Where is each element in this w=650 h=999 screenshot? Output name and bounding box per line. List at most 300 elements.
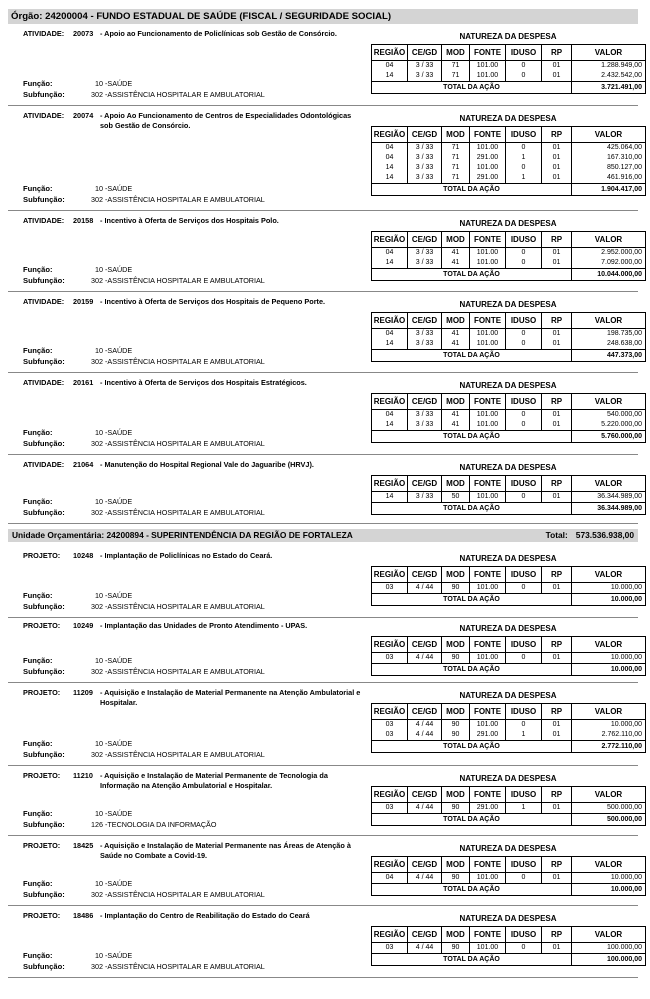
funcao-row [23, 738, 265, 749]
column-header: RP [542, 637, 572, 653]
subfuncao-dash: - [105, 750, 108, 759]
table-cell: 0 [506, 163, 542, 173]
column-header: FONTE [470, 637, 506, 653]
subfuncao-row [23, 89, 265, 100]
column-header: REGIÃO [372, 232, 408, 248]
subfuncao-name: ASSISTÊNCIA HOSPITALAR E AMBULATORIAL [107, 439, 265, 448]
funcao-name: SAÚDE [107, 497, 133, 506]
total-value: 1.904.417,00 [572, 184, 646, 196]
funcao-code: 10 [95, 809, 103, 818]
column-header: REGIÃO [372, 857, 408, 873]
table-cell: 4 / 44 [408, 943, 442, 954]
action-heading [23, 621, 373, 631]
total-label: TOTAL DA AÇÃO [372, 594, 572, 606]
table-cell: 04 [372, 248, 408, 259]
column-header: FONTE [470, 787, 506, 803]
total-row [372, 664, 646, 676]
action-kind: ATIVIDADE: [23, 111, 65, 120]
table-cell: 71 [442, 163, 470, 173]
action-kind: PROJETO: [23, 911, 61, 920]
table-header-row [372, 127, 646, 143]
table-cell: 03 [372, 583, 408, 594]
column-header: RP [542, 927, 572, 943]
table-cell: 101.00 [470, 873, 506, 884]
table-cell: 500.000,00 [572, 803, 646, 814]
table-cell: 50 [442, 492, 470, 503]
expense-table [371, 703, 646, 753]
column-header: CE/GD [408, 927, 442, 943]
action-kind: PROJETO: [23, 688, 61, 697]
column-header: VALOR [572, 394, 646, 410]
table-cell: 1 [506, 730, 542, 741]
subfuncao-dash: - [105, 667, 108, 676]
column-header: VALOR [572, 45, 646, 61]
expense-table [371, 312, 646, 362]
action-description: - Apoio Ao Funcionamento de Centros de Especialidades Odontológicas sob Gestão de Consórcio. [100, 111, 352, 130]
natureza-title: NATUREZA DA DESPESA [459, 554, 557, 563]
column-header: MOD [442, 567, 470, 583]
table-cell: 3 / 33 [408, 71, 442, 82]
funcao-value [83, 264, 132, 275]
table-cell: 10.000,00 [572, 653, 646, 664]
column-header: REGIÃO [372, 45, 408, 61]
expense-table [371, 475, 646, 515]
action-description: - Aquisição e Instalação de Material Permanente de Tecnologia da Informação na Atenção Ambulatorial e Hospitalar. [100, 771, 328, 790]
column-header: MOD [442, 704, 470, 720]
funcao-name: SAÚDE [107, 79, 133, 88]
action-title [23, 551, 373, 561]
table-cell: 101.00 [470, 258, 506, 269]
table-row [372, 943, 646, 954]
funcao-subfuncao [23, 183, 265, 205]
orgao-header: Órgão: 24200004 - FUNDO ESTADUAL DE SAÚDE (FISCAL / SEGURIDADE SOCIAL) [8, 9, 638, 24]
funcao-label: Função: [23, 739, 53, 748]
table-cell: 04 [372, 61, 408, 72]
column-header: VALOR [572, 567, 646, 583]
table-row [372, 410, 646, 421]
column-header: RP [542, 232, 572, 248]
table-cell: 0 [506, 143, 542, 154]
column-header: VALOR [572, 927, 646, 943]
expense-table [371, 566, 646, 606]
subfuncao-dash: - [105, 357, 108, 366]
unidade-total-label [546, 530, 568, 540]
subfuncao-code: 302 [91, 195, 103, 204]
funcao-dash: - [105, 951, 108, 960]
table-header-row [372, 232, 646, 248]
action-kind: PROJETO: [23, 841, 61, 850]
action-description: - Implantação das Unidades de Pronto Atendimento - UPAS. [100, 621, 308, 630]
table-cell: 14 [372, 173, 408, 184]
table-cell: 0 [506, 410, 542, 421]
funcao-code: 10 [95, 879, 103, 888]
subfuncao-value [83, 275, 265, 286]
column-header: RP [542, 476, 572, 492]
table-cell: 248.638,00 [572, 339, 646, 350]
column-header: MOD [442, 232, 470, 248]
funcao-label: Função: [23, 591, 53, 600]
table-cell: 41 [442, 329, 470, 340]
natureza-despesa-table [371, 461, 645, 515]
action-code: 18486 [73, 911, 94, 920]
budget-action-block [8, 911, 642, 978]
table-row [372, 258, 646, 269]
table-row [372, 653, 646, 664]
subfuncao-row [23, 438, 265, 449]
table-cell: 101.00 [470, 583, 506, 594]
subfuncao-row [23, 356, 265, 367]
table-cell: 540.000,00 [572, 410, 646, 421]
table-cell: 04 [372, 873, 408, 884]
table-cell: 01 [542, 803, 572, 814]
action-code: 21064 [73, 460, 94, 469]
action-heading [23, 111, 373, 131]
total-value: 447.373,00 [572, 350, 646, 362]
table-cell: 100.000,00 [572, 943, 646, 954]
table-cell: 01 [542, 492, 572, 503]
budget-action-block [8, 216, 642, 292]
total-value: 10.000,00 [572, 664, 646, 676]
table-row [372, 143, 646, 154]
table-header-row [372, 927, 646, 943]
action-heading [23, 688, 373, 708]
column-header: MOD [442, 857, 470, 873]
funcao-subfuncao [23, 878, 265, 900]
total-value: 5.760.000,00 [572, 431, 646, 443]
table-cell: 01 [542, 720, 572, 731]
table-cell: 71 [442, 143, 470, 154]
table-cell: 1 [506, 173, 542, 184]
table-cell: 0 [506, 258, 542, 269]
table-cell: 01 [542, 71, 572, 82]
funcao-row [23, 264, 265, 275]
action-code: 20161 [73, 378, 94, 387]
funcao-row [23, 345, 265, 356]
table-cell: 4 / 44 [408, 583, 442, 594]
funcao-dash: - [105, 591, 108, 600]
subfuncao-value [83, 666, 265, 677]
funcao-row [23, 78, 265, 89]
funcao-value [83, 496, 132, 507]
subfuncao-name: ASSISTÊNCIA HOSPITALAR E AMBULATORIAL [107, 357, 265, 366]
subfuncao-value [83, 356, 265, 367]
action-description: - Aquisição e Instalação de Material Permanente nas Áreas de Atenção à Saúde no Combate a Covid-19. [100, 841, 351, 860]
total-row [372, 350, 646, 362]
subfuncao-label: Subfunção: [23, 276, 65, 285]
funcao-code: 10 [95, 346, 103, 355]
table-cell: 425.064,00 [572, 143, 646, 154]
action-description: - Implantação de Policlínicas no Estado do Ceará. [100, 551, 273, 560]
table-cell: 101.00 [470, 61, 506, 72]
budget-action-block [8, 771, 642, 836]
subfuncao-label: Subfunção: [23, 508, 65, 517]
subfuncao-value [83, 601, 265, 612]
budget-action-block [8, 29, 642, 106]
subfuncao-code: 302 [91, 90, 103, 99]
funcao-name: SAÚDE [107, 346, 133, 355]
funcao-dash: - [105, 184, 108, 193]
funcao-code: 10 [95, 184, 103, 193]
table-cell: 71 [442, 61, 470, 72]
table-row [372, 583, 646, 594]
subfuncao-code: 302 [91, 439, 103, 448]
total-row [372, 269, 646, 281]
column-header: FONTE [470, 127, 506, 143]
natureza-title: NATUREZA DA DESPESA [459, 691, 557, 700]
table-header-row [372, 45, 646, 61]
table-cell: 3 / 33 [408, 173, 442, 184]
subfuncao-value [83, 89, 265, 100]
table-cell: 0 [506, 248, 542, 259]
budget-action-block [8, 841, 642, 906]
action-title [23, 216, 373, 226]
budget-action-block [8, 111, 642, 211]
column-header: IDUSO [506, 704, 542, 720]
total-label: TOTAL DA AÇÃO [372, 814, 572, 826]
table-cell: 4 / 44 [408, 803, 442, 814]
total-row [372, 594, 646, 606]
action-title [23, 911, 373, 921]
table-cell: 3 / 33 [408, 61, 442, 72]
table-row [372, 720, 646, 731]
total-value: 10.044.000,00 [572, 269, 646, 281]
natureza-despesa-table [371, 217, 645, 281]
table-cell: 0 [506, 943, 542, 954]
table-header-row [372, 394, 646, 410]
subfuncao-name: ASSISTÊNCIA HOSPITALAR E AMBULATORIAL [107, 195, 265, 204]
funcao-name: SAÚDE [107, 951, 133, 960]
action-title [23, 29, 373, 39]
action-description: - Apoio ao Funcionamento de Policlínicas sob Gestão de Consórcio. [100, 29, 337, 38]
action-kind: ATIVIDADE: [23, 216, 65, 225]
column-header: MOD [442, 394, 470, 410]
table-cell: 14 [372, 339, 408, 350]
column-header: IDUSO [506, 394, 542, 410]
column-header: REGIÃO [372, 637, 408, 653]
table-cell: 90 [442, 803, 470, 814]
table-cell: 1 [506, 153, 542, 163]
table-cell: 03 [372, 803, 408, 814]
total-label: TOTAL DA AÇÃO [372, 269, 572, 281]
column-header: VALOR [572, 787, 646, 803]
funcao-subfuncao [23, 590, 265, 612]
table-cell: 01 [542, 153, 572, 163]
column-header: IDUSO [506, 637, 542, 653]
table-cell: 01 [542, 943, 572, 954]
table-cell: 01 [542, 339, 572, 350]
action-code: 11210 [73, 771, 93, 780]
table-cell: 4 / 44 [408, 873, 442, 884]
column-header: FONTE [470, 45, 506, 61]
funcao-dash: - [105, 656, 108, 665]
expense-table [371, 786, 646, 826]
column-header: CE/GD [408, 567, 442, 583]
subfuncao-dash: - [105, 508, 108, 517]
budget-action-block [8, 551, 642, 618]
column-header: RP [542, 787, 572, 803]
total-value: 10.000,00 [572, 884, 646, 896]
expense-table [371, 393, 646, 443]
total-row [372, 503, 646, 515]
subfuncao-code: 302 [91, 750, 103, 759]
table-cell: 198.735,00 [572, 329, 646, 340]
funcao-subfuncao [23, 427, 265, 449]
budget-action-block [8, 297, 642, 373]
table-cell: 167.310,00 [572, 153, 646, 163]
total-label: TOTAL DA AÇÃO [372, 664, 572, 676]
funcao-value [83, 78, 132, 89]
table-cell: 101.00 [470, 329, 506, 340]
natureza-despesa-table [371, 842, 645, 896]
natureza-despesa-table [371, 772, 645, 826]
action-description: - Aquisição e Instalação de Material Permanente na Atenção Ambulatorial e Hospitalar. [100, 688, 361, 707]
table-cell: 3 / 33 [408, 339, 442, 350]
natureza-title: NATUREZA DA DESPESA [459, 624, 557, 633]
table-cell: 3 / 33 [408, 248, 442, 259]
table-cell: 10.000,00 [572, 873, 646, 884]
funcao-subfuncao [23, 78, 265, 100]
table-cell: 101.00 [470, 71, 506, 82]
table-cell: 101.00 [470, 720, 506, 731]
table-cell: 01 [542, 248, 572, 259]
total-label: TOTAL DA AÇÃO [372, 954, 572, 966]
subfuncao-name: ASSISTÊNCIA HOSPITALAR E AMBULATORIAL [107, 750, 265, 759]
subfuncao-row [23, 194, 265, 205]
subfuncao-label: Subfunção: [23, 602, 65, 611]
column-header: MOD [442, 127, 470, 143]
natureza-title: NATUREZA DA DESPESA [459, 300, 557, 309]
column-header: IDUSO [506, 127, 542, 143]
table-cell: 90 [442, 730, 470, 741]
column-header: CE/GD [408, 476, 442, 492]
funcao-dash: - [105, 497, 108, 506]
subfuncao-dash: - [105, 820, 108, 829]
subfuncao-value [83, 194, 265, 205]
table-cell: 101.00 [470, 410, 506, 421]
table-cell: 03 [372, 653, 408, 664]
action-heading [23, 551, 373, 561]
funcao-row [23, 950, 265, 961]
table-header-row [372, 637, 646, 653]
subfuncao-name: ASSISTÊNCIA HOSPITALAR E AMBULATORIAL [107, 602, 265, 611]
column-header: CE/GD [408, 313, 442, 329]
total-value: 100.000,00 [572, 954, 646, 966]
funcao-label: Função: [23, 428, 53, 437]
action-heading [23, 460, 373, 470]
table-cell: 41 [442, 339, 470, 350]
table-cell: 71 [442, 71, 470, 82]
action-title [23, 460, 373, 470]
column-header: REGIÃO [372, 394, 408, 410]
table-cell: 71 [442, 153, 470, 163]
funcao-label: Função: [23, 879, 53, 888]
column-header: REGIÃO [372, 476, 408, 492]
column-header: REGIÃO [372, 127, 408, 143]
table-cell: 2.952.000,00 [572, 248, 646, 259]
funcao-label: Função: [23, 346, 53, 355]
funcao-row [23, 808, 216, 819]
funcao-row [23, 496, 265, 507]
table-header-row [372, 787, 646, 803]
table-cell: 90 [442, 943, 470, 954]
column-header: RP [542, 394, 572, 410]
subfuncao-dash: - [105, 195, 108, 204]
table-cell: 41 [442, 258, 470, 269]
subfuncao-dash: - [105, 276, 108, 285]
natureza-despesa-table [371, 30, 645, 94]
expense-table [371, 126, 646, 196]
table-cell: 0 [506, 61, 542, 72]
table-cell: 36.344.989,00 [572, 492, 646, 503]
action-description: - Incentivo à Oferta de Serviços dos Hospitais de Pequeno Porte. [100, 297, 326, 306]
table-cell: 90 [442, 653, 470, 664]
table-cell: 01 [542, 173, 572, 184]
table-header-row [372, 704, 646, 720]
column-header: CE/GD [408, 857, 442, 873]
total-row [372, 814, 646, 826]
funcao-dash: - [105, 879, 108, 888]
expense-table [371, 231, 646, 281]
funcao-value [83, 878, 132, 889]
total-row [372, 431, 646, 443]
table-header-row [372, 313, 646, 329]
action-heading [23, 841, 373, 861]
funcao-code: 10 [95, 497, 103, 506]
natureza-title: NATUREZA DA DESPESA [459, 844, 557, 853]
table-cell: 71 [442, 173, 470, 184]
table-cell: 101.00 [470, 492, 506, 503]
funcao-name: SAÚDE [107, 591, 133, 600]
table-row [372, 61, 646, 72]
total-label: TOTAL DA AÇÃO [372, 184, 572, 196]
subfuncao-name: ASSISTÊNCIA HOSPITALAR E AMBULATORIAL [107, 667, 265, 676]
funcao-name: SAÚDE [107, 809, 133, 818]
action-title [23, 297, 373, 307]
table-cell: 03 [372, 730, 408, 741]
subfuncao-name: ASSISTÊNCIA HOSPITALAR E AMBULATORIAL [107, 90, 265, 99]
subfuncao-label: Subfunção: [23, 357, 65, 366]
column-header: VALOR [572, 637, 646, 653]
action-title [23, 841, 373, 861]
column-header: RP [542, 313, 572, 329]
funcao-label: Função: [23, 497, 53, 506]
total-value: 2.772.110,00 [572, 741, 646, 753]
table-cell: 4 / 44 [408, 653, 442, 664]
table-cell: 14 [372, 420, 408, 431]
funcao-value [83, 590, 132, 601]
funcao-value [83, 808, 132, 819]
table-row [372, 153, 646, 163]
column-header: REGIÃO [372, 927, 408, 943]
natureza-title: NATUREZA DA DESPESA [459, 32, 557, 41]
total-value: 500.000,00 [572, 814, 646, 826]
table-cell: 04 [372, 410, 408, 421]
column-header: FONTE [470, 927, 506, 943]
column-header: MOD [442, 787, 470, 803]
table-cell: 101.00 [470, 339, 506, 350]
funcao-dash: - [105, 809, 108, 818]
funcao-subfuncao [23, 655, 265, 677]
funcao-code: 10 [95, 591, 103, 600]
column-header: REGIÃO [372, 787, 408, 803]
subfuncao-label: Subfunção: [23, 667, 65, 676]
subfuncao-row [23, 507, 265, 518]
table-cell: 291.00 [470, 730, 506, 741]
table-row [372, 173, 646, 184]
action-title [23, 378, 373, 388]
funcao-subfuncao [23, 738, 265, 760]
funcao-name: SAÚDE [107, 739, 133, 748]
